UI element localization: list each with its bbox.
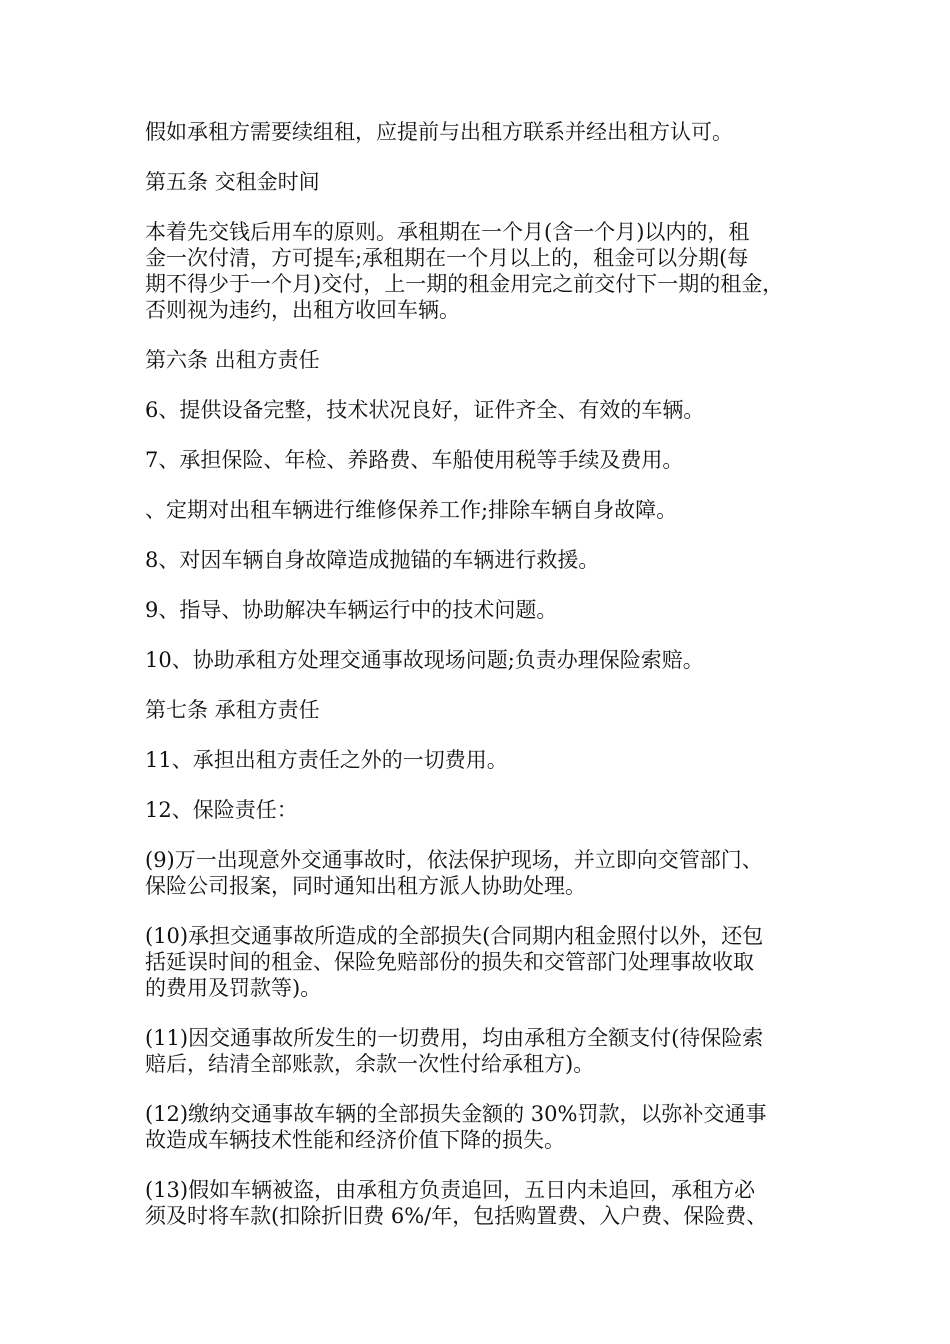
list-item-11: 11、承担出租方责任之外的一切费用。: [145, 748, 508, 772]
clause-10: (10)承担交通事故所造成的全部损失(合同期内租金照付以外，还包 括延误时间的租金、保险免赔部份的损失和交管部门处理事故收取 的费用及罚款等)。: [145, 924, 764, 1000]
list-item-10: 10、协助承租方处理交通事故现场问题;负责办理保险索赔。: [145, 648, 704, 672]
list-item-7: 7、承担保险、年检、养路费、车船使用税等手续及费用。: [145, 448, 684, 472]
heading-article-6: 第六条 出租方责任: [145, 348, 320, 372]
clause-12: (12)缴纳交通事故车辆的全部损失金额的 30%罚款，以弥补交通事 故造成车辆技术性能和经济价值下降的损失。: [145, 1102, 767, 1152]
clause-11: (11)因交通事故所发生的一切费用，均由承租方全额支付(待保险索 赔后，结清全部账款，余款一次性付给承租方)。: [145, 1026, 764, 1076]
clause-9: (9)万一出现意外交通事故时，依法保护现场，并立即向交管部门、 保险公司报案，同时通知出租方派人协助处理。: [145, 848, 763, 898]
list-item-6: 6、提供设备完整，技术状况良好，证件齐全、有效的车辆。: [145, 398, 705, 422]
list-item-maintenance: 、定期对出租车辆进行维修保养工作;排除车辆自身故障。: [145, 498, 678, 522]
heading-article-7: 第七条 承租方责任: [145, 698, 320, 722]
heading-article-5: 第五条 交租金时间: [145, 170, 320, 194]
paragraph-renewal: 假如承租方需要续组租，应提前与出租方联系并经出租方认可。: [145, 120, 733, 144]
document-body: [145, 119, 817, 1253]
list-item-12: 12、保险责任：: [145, 798, 298, 822]
paragraph-rent-payment: 本着先交钱后用车的原则。承租期在一个月(含一个月)以内的，租 金一次付清，方可提车;承租期在一个月以上的，租金可以分期(每 期不得少于一个月)交付，上一期的租金用完之前交付下一期的租金， 否则视为违约，出租方收回车辆。: [145, 220, 784, 322]
list-item-9: 9、指导、协助解决车辆运行中的技术问题。: [145, 598, 558, 622]
list-item-8: 8、对因车辆自身故障造成抛锚的车辆进行救援。: [145, 548, 600, 572]
clause-13: (13)假如车辆被盗，由承租方负责追回，五日内未追回，承租方必 须及时将车款(扣除折旧费 6%/年，包括购置费、入户费、保险费、: [145, 1178, 768, 1228]
